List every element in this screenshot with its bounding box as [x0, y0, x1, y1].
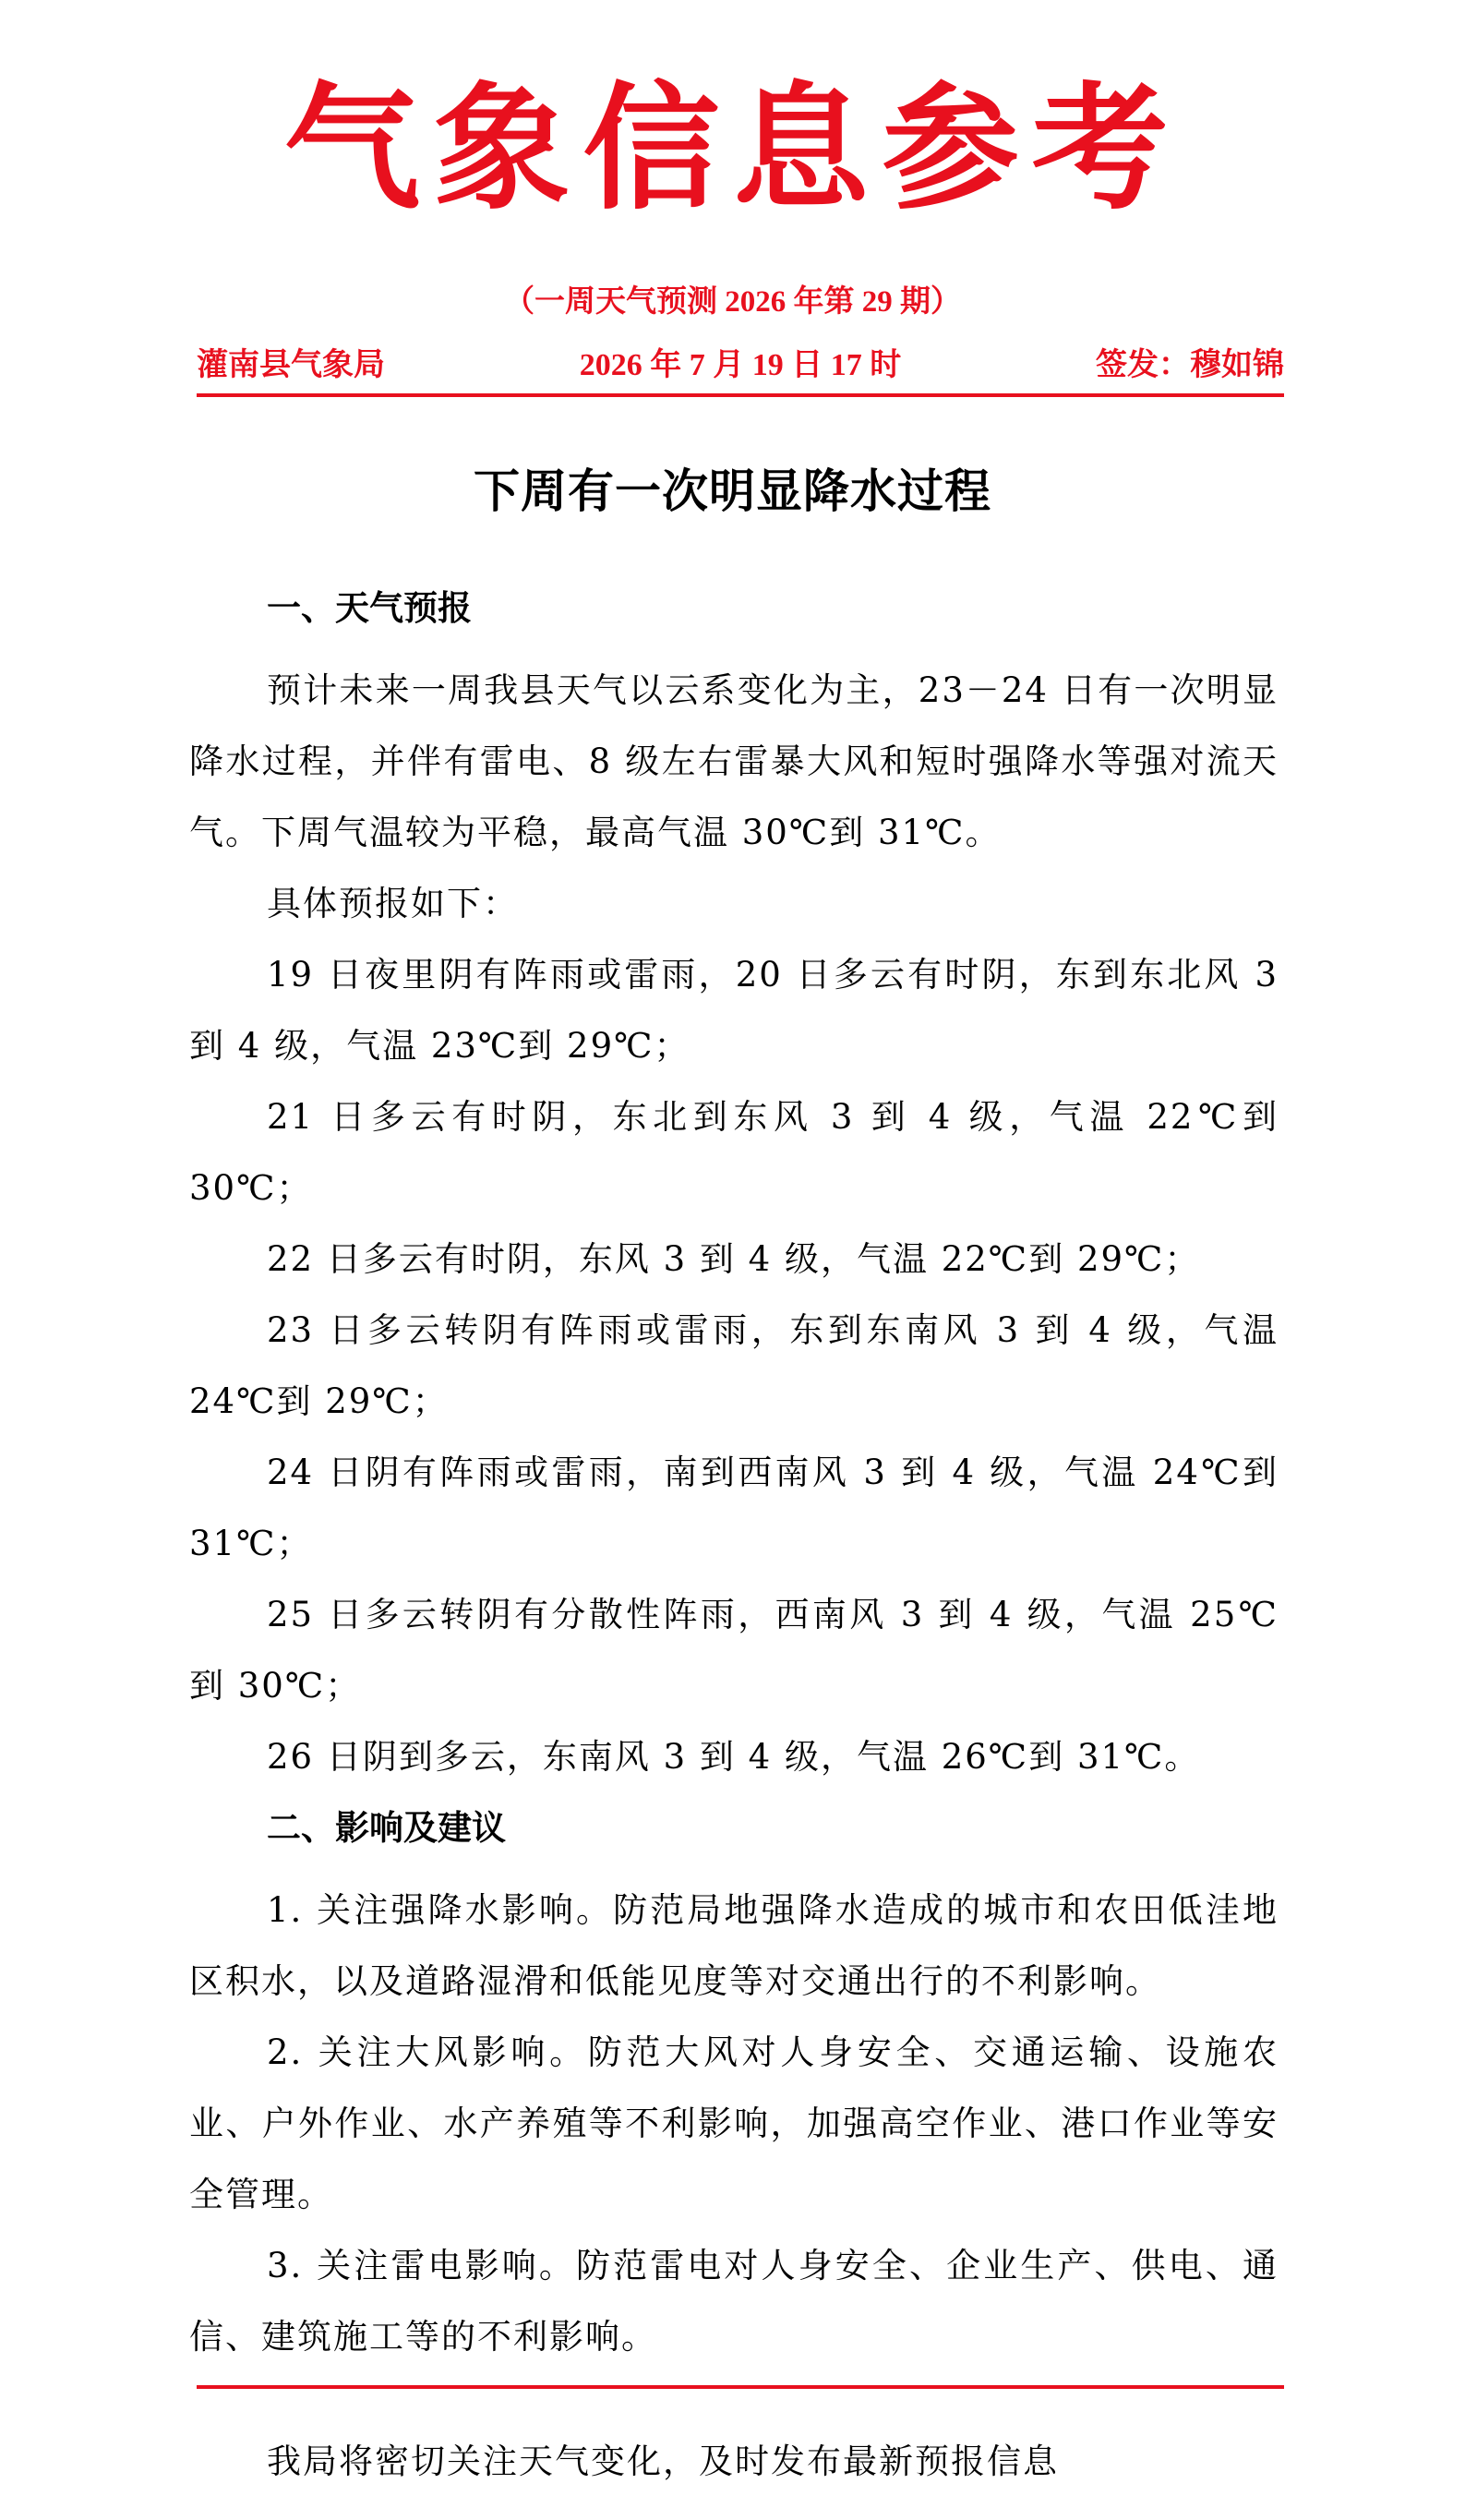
- agency-name: 灌南县气象局: [197, 347, 385, 382]
- page-title: 下周有一次明显降水过程: [474, 464, 991, 518]
- forecast-day: 24 日阴有阵雨或雷雨，南到西南风 3 到 4 级，气温 24℃到 31℃；: [189, 1453, 1279, 1563]
- forecast-day: 22 日多云有时阴，东风 3 到 4 级，气温 22℃到 29℃；: [267, 1239, 1201, 1279]
- header-meta: [197, 340, 1284, 382]
- issue-number: （一周天气预测 2026 年第 29 期）: [504, 285, 961, 319]
- advice-item: 3. 关注雷电影响。防范雷电对人身安全、企业生产、供电、通信、建筑施工等的不利影响。: [189, 2246, 1279, 2357]
- header-divider: [197, 393, 1284, 397]
- signer: 签发：穆如锦: [1096, 347, 1284, 382]
- forecast-summary: 预计未来一周我县天气以云系变化为主，23－24 日有一次明显降水过程，并伴有雷电、8 级左右雷暴大风和短时强降水等强对流天气。下周气温较为平稳，最高气温 30℃到 31℃。: [189, 670, 1279, 852]
- forecast-day: 23 日多云转阴有阵雨或雷雨，东到东南风 3 到 4 级，气温 24℃到 29℃；: [189, 1310, 1279, 1421]
- footer-divider: [197, 2385, 1284, 2389]
- section-heading-forecast: 一、天气预报: [267, 588, 472, 628]
- closing-statement: 我局将密切关注天气变化，及时发布最新预报信息: [267, 2442, 1059, 2481]
- advice-item: 1. 关注强降水影响。防范局地强降水造成的城市和农田低洼地区积水，以及道路湿滑和低能见度等对交通出行的不利影响。: [189, 1890, 1279, 2001]
- masthead-title: 气象信息参考: [283, 67, 1182, 228]
- forecast-intro: 具体预报如下：: [267, 884, 519, 923]
- forecast-day: 25 日多云转阴有分散性阵雨，西南风 3 到 4 级，气温 25℃到 30℃；: [189, 1595, 1279, 1706]
- section-heading-impact: 二、影响及建议: [267, 1808, 506, 1848]
- forecast-day: 19 日夜里阴有阵雨或雷雨，20 日多云有时阴，东到东北风 3 到 4 级，气温 23℃到 29℃；: [189, 955, 1279, 1066]
- forecast-day: 26 日阴到多云，东南风 3 到 4 级，气温 26℃到 31℃。: [267, 1737, 1201, 1777]
- advice-item: 2. 关注大风影响。防范大风对人身安全、交通运输、设施农业、户外作业、水产养殖等不利影响，加强高空作业、港口作业等安全管理。: [189, 2032, 1279, 2214]
- issue-date: 2026 年 7 月 19 日 17 时: [579, 347, 902, 382]
- forecast-day: 21 日多云有时阴，东北到东风 3 到 4 级，气温 22℃到 30℃；: [189, 1097, 1279, 1208]
- bulletin-body: [189, 573, 1279, 2497]
